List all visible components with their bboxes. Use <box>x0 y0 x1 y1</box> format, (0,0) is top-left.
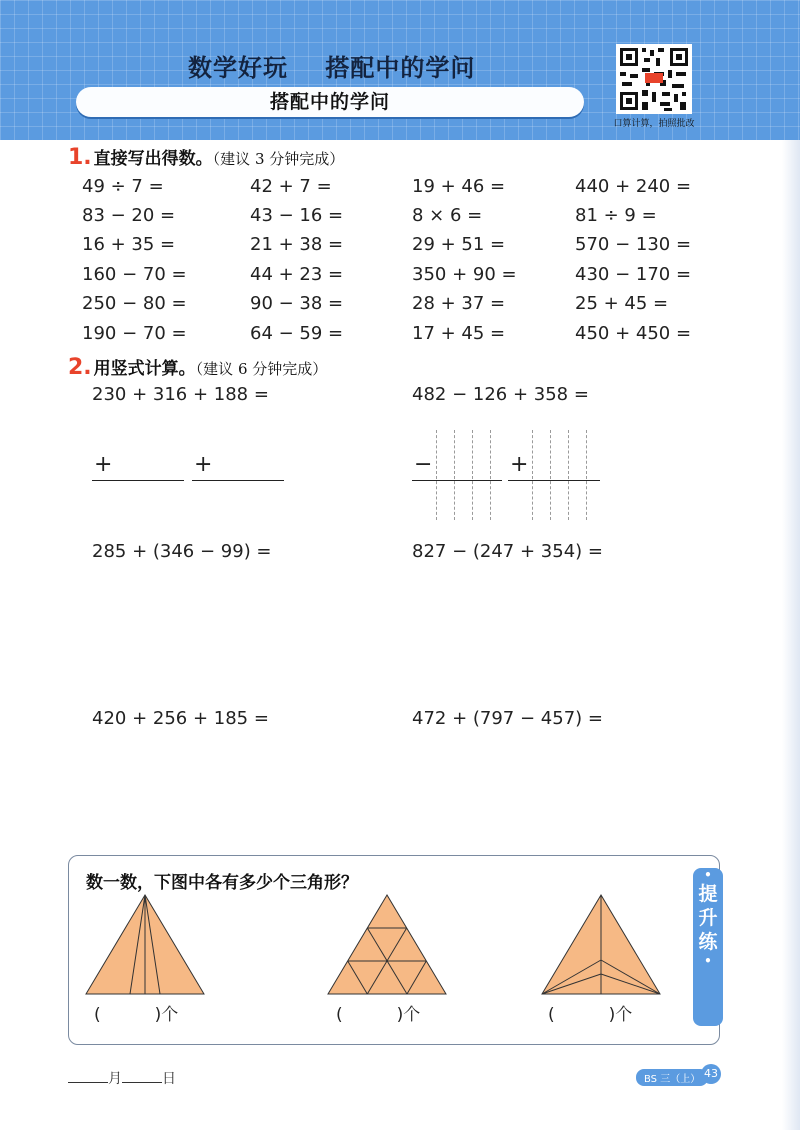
answer-blank[interactable]: ( )个 <box>548 1005 633 1025</box>
mental-math-item[interactable]: 450 + 450 = <box>575 323 692 344</box>
vertical-calc-problem[interactable]: 472 + (797 − 457) = <box>412 708 603 729</box>
mental-math-item[interactable]: 160 − 70 = <box>82 264 187 285</box>
date-field[interactable] <box>68 1068 176 1088</box>
mental-math-item[interactable]: 350 + 90 = <box>412 264 517 285</box>
extension-tab <box>693 868 723 1026</box>
vertical-work-area[interactable] <box>90 450 290 520</box>
answer-blank[interactable]: ( )个 <box>336 1005 421 1025</box>
minus-sign: − <box>414 452 433 477</box>
mental-math-item[interactable]: 25 + 45 = <box>575 293 669 314</box>
lesson-banner <box>76 87 584 117</box>
mental-math-item[interactable]: 83 − 20 = <box>82 205 176 226</box>
triangle-figure-cross <box>536 892 666 998</box>
tab-char: 升 <box>698 907 718 929</box>
mental-math-item[interactable]: 250 − 80 = <box>82 293 187 314</box>
section-1-title <box>68 144 344 170</box>
grid-line <box>532 430 533 520</box>
tab-dot: • <box>704 868 712 882</box>
mental-math-item[interactable]: 430 − 170 = <box>575 264 692 285</box>
vertical-calc-problem[interactable]: 230 + 316 + 188 = <box>92 384 269 405</box>
vertical-work-area-grid[interactable] <box>412 430 612 520</box>
grid-line <box>490 430 491 520</box>
mental-math-item[interactable]: 29 + 51 = <box>412 234 506 255</box>
triangle-count-question: 数一数，下图中各有多少个三角形？ <box>86 873 358 893</box>
grid-line <box>436 430 437 520</box>
calc-line <box>412 480 502 481</box>
grid-line <box>550 430 551 520</box>
mental-math-item[interactable]: 16 + 35 = <box>82 234 176 255</box>
month-blank[interactable] <box>68 1070 108 1083</box>
mental-math-item[interactable]: 190 − 70 = <box>82 323 187 344</box>
lesson-title: 搭配中的学问 <box>269 91 390 113</box>
mental-math-item[interactable]: 28 + 37 = <box>412 293 506 314</box>
book-label: BS 三（上） <box>636 1069 708 1086</box>
grid-line <box>472 430 473 520</box>
unit-title: 数学好玩 搭配中的学问 <box>188 54 476 82</box>
plus-sign: + <box>510 452 529 477</box>
month-label: 月 <box>108 1071 122 1087</box>
answer-blank[interactable]: ( )个 <box>94 1005 179 1025</box>
mental-math-item[interactable]: 44 + 23 = <box>250 264 344 285</box>
section-2-number: 2. <box>68 355 92 380</box>
tab-char: 练 <box>698 931 718 953</box>
mental-math-item[interactable]: 43 − 16 = <box>250 205 344 226</box>
calc-line <box>508 480 600 481</box>
calc-line <box>92 480 184 481</box>
section-1-heading: 直接写出得数。 <box>93 149 213 169</box>
vertical-calc-problem[interactable]: 420 + 256 + 185 = <box>92 708 269 729</box>
mental-math-item[interactable]: 49 ÷ 7 = <box>82 176 164 197</box>
section-2-heading: 用竖式计算。 <box>93 359 196 379</box>
plus-sign: + <box>94 452 113 477</box>
mental-math-item[interactable]: 81 ÷ 9 = <box>575 205 657 226</box>
day-label: 日 <box>162 1071 176 1087</box>
mental-math-item[interactable]: 17 + 45 = <box>412 323 506 344</box>
tab-char: 提 <box>698 883 718 905</box>
mental-math-item[interactable]: 90 − 38 = <box>250 293 344 314</box>
mental-math-item[interactable]: 42 + 7 = <box>250 176 332 197</box>
mental-math-item[interactable]: 19 + 46 = <box>412 176 506 197</box>
tab-dot: • <box>704 954 712 968</box>
triangle-figure-fan <box>80 892 210 998</box>
grid-line <box>568 430 569 520</box>
qr-code-icon[interactable] <box>616 44 692 114</box>
mental-math-item[interactable]: 8 × 6 = <box>412 205 483 226</box>
section-1-number: 1. <box>68 145 92 170</box>
calc-line <box>192 480 284 481</box>
section-2-note: （建议 6 分钟完成） <box>195 360 328 378</box>
mental-math-item[interactable]: 64 − 59 = <box>250 323 344 344</box>
page-edge <box>782 140 800 1130</box>
mental-math-item[interactable]: 440 + 240 = <box>575 176 692 197</box>
qr-caption: 口算计算，拍照批改 <box>613 119 695 129</box>
vertical-calc-problem[interactable]: 482 − 126 + 358 = <box>412 384 589 405</box>
section-1-note: （建议 3 分钟完成） <box>212 150 345 168</box>
section-2-title <box>68 354 327 380</box>
grid-line <box>454 430 455 520</box>
page-number: 43 <box>701 1064 721 1084</box>
grid-line <box>586 430 587 520</box>
day-blank[interactable] <box>122 1070 162 1083</box>
plus-sign: + <box>194 452 213 477</box>
mental-math-item[interactable]: 570 − 130 = <box>575 234 692 255</box>
triangle-figure-grid <box>322 892 452 998</box>
vertical-calc-problem[interactable]: 285 + (346 − 99) = <box>92 541 272 562</box>
vertical-calc-problem[interactable]: 827 − (247 + 354) = <box>412 541 603 562</box>
mental-math-item[interactable]: 21 + 38 = <box>250 234 344 255</box>
